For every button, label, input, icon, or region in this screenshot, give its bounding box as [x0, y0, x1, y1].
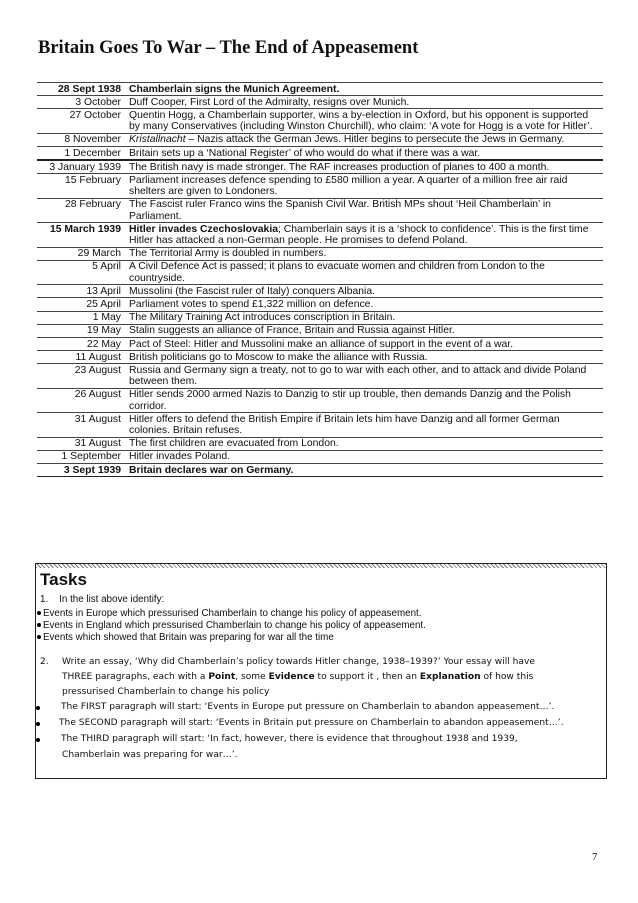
timeline-date: 1 May: [37, 311, 125, 324]
timeline-event: The first children are evacuated from London.: [125, 437, 603, 450]
timeline-date: 25 April: [37, 298, 125, 311]
paragraph-bullet-second: The SECOND paragraph will start: ‘Events in Britain put pressure on Chamberlain to abandon appeasement…’.: [59, 716, 564, 731]
timeline-row: [37, 260, 603, 284]
timeline-date: 8 November: [37, 133, 125, 146]
timeline-date: 11 August: [37, 351, 125, 364]
timeline-row: [37, 223, 603, 247]
keyword-evidence: Evidence: [268, 672, 315, 682]
timeline-event: British politicians go to Moscow to make the alliance with Russia.: [125, 351, 603, 364]
bullet-icon: [36, 722, 40, 726]
timeline-event: Russia and Germany sign a treaty, not to go to war with each other, and to attack and divide Poland between them.: [125, 364, 603, 388]
bullet-icon: [37, 611, 41, 615]
task-2-line-1: Write an essay, ‘Why did Chamberlain’s policy towards Hitler change, 1938–1939?’ Your essay will have: [62, 657, 535, 667]
timeline-row: [37, 338, 603, 351]
timeline-date: 29 March: [37, 247, 125, 260]
page-number: 7: [592, 851, 598, 863]
timeline-table: [37, 82, 603, 477]
timeline-date: 19 May: [37, 324, 125, 337]
task-2-line-2: THREE paragraphs, each with a Point, some Evidence to support it , then an Explanation of how this: [62, 672, 534, 682]
timeline-row: [37, 247, 603, 260]
timeline-date: 3 Sept 1939: [37, 464, 125, 477]
timeline-event: Duff Cooper, First Lord of the Admiralty, resigns over Munich.: [125, 96, 603, 109]
timeline-event: Hitler offers to defend the British Empire if Britain lets him have Danzig and all former German colonies. Britain refuses.: [125, 413, 603, 437]
timeline-date: 15 February: [37, 174, 125, 198]
timeline-event: Britain declares war on Germany.: [125, 464, 603, 477]
timeline-date: 26 August: [37, 388, 125, 412]
paragraph-third-continued: Chamberlain was preparing for war…’.: [62, 750, 238, 760]
timeline-date: 5 April: [37, 260, 125, 284]
timeline-row: [37, 285, 603, 298]
timeline-event: Chamberlain signs the Munich Agreement.: [125, 83, 603, 96]
tasks-box: [35, 563, 607, 779]
timeline-date: 23 August: [37, 364, 125, 388]
timeline-event: Hitler invades Czechoslovakia; Chamberlain says it is a ‘shock to confidence’. This is the first time Hitler has attacked a non-German people. He promises to defend Poland.: [125, 223, 603, 247]
timeline-date: 27 October: [37, 109, 125, 133]
task-1-text: In the list above identify:: [59, 594, 165, 605]
timeline-row: [37, 133, 603, 146]
timeline-date: 3 January 1939: [37, 160, 125, 174]
timeline-event: A Civil Defence Act is passed; it plans to evacuate women and children from London to the countryside.: [125, 260, 603, 284]
timeline-event: Quentin Hogg, a Chamberlain supporter, wins a by-election in Oxford, but his opponent is supported by many Conservatives (including Winston Churchill), who claim: ‘A vote for Hogg is a vote for Hitler’.: [125, 109, 603, 133]
timeline-event: Kristallnacht – Nazis attack the German Jews. Hitler begins to persecute the Jews in Germany.: [125, 133, 603, 146]
task-1-bullet: Events in England which pressurised Chamberlain to change his policy of appeasement.: [36, 620, 426, 631]
timeline-event: Britain sets up a ‘National Register’ of who would do what if there was a war.: [125, 147, 603, 161]
timeline-row: [37, 351, 603, 364]
task-1-bullet: Events in Europe which pressurised Chamberlain to change his policy of appeasement.: [36, 608, 421, 619]
timeline-event: Hitler invades Poland.: [125, 450, 603, 463]
timeline-event: Parliament increases defence spending to £580 million a year. A quarter of a million free air raid shelters are given to Londoners.: [125, 174, 603, 198]
timeline-event: The Territorial Army is doubled in numbers.: [125, 247, 603, 260]
task-2-line-3: pressurised Chamberlain to change his policy: [62, 687, 270, 697]
bullet-icon: [37, 623, 41, 627]
timeline-event: Parliament votes to spend £1,322 million on defence.: [125, 298, 603, 311]
task-1-intro: [40, 594, 164, 605]
keyword-point: Point: [208, 672, 236, 682]
timeline-date: 28 Sept 1938: [37, 83, 125, 96]
timeline-row: [37, 298, 603, 311]
keyword-explanation: Explanation: [419, 672, 481, 682]
task-2-number: 2.: [40, 657, 49, 667]
timeline-date: 1 September: [37, 450, 125, 463]
timeline-date: 15 March 1939: [37, 223, 125, 247]
timeline-row: [37, 83, 603, 96]
timeline-event: Stalin suggests an alliance of France, Britain and Russia against Hitler.: [125, 324, 603, 337]
timeline-event: Mussolini (the Fascist ruler of Italy) conquers Albania.: [125, 285, 603, 298]
paragraph-bullet-first: The FIRST paragraph will start: ‘Events in Europe put pressure on Chamberlain to abandon appeasement…’.: [61, 700, 554, 715]
timeline-date: 22 May: [37, 338, 125, 351]
timeline-date: 3 October: [37, 96, 125, 109]
timeline-event: The Military Training Act introduces conscription in Britain.: [125, 311, 603, 324]
timeline-row: [37, 450, 603, 463]
timeline-event: The British navy is made stronger. The RAF increases production of planes to 400 a month.: [125, 160, 603, 174]
bullet-icon: [36, 706, 40, 710]
timeline-row: [37, 364, 603, 388]
timeline-date: 1 December: [37, 147, 125, 161]
timeline-date: 31 August: [37, 413, 125, 437]
task-1-bullet: Events which showed that Britain was preparing for war all the time: [36, 632, 334, 643]
timeline-date: 13 April: [37, 285, 125, 298]
timeline-row: [37, 198, 603, 222]
timeline-row: [37, 174, 603, 198]
task-1-number: 1.: [40, 594, 49, 605]
page-title: Britain Goes To War – The End of Appeasement: [38, 38, 419, 58]
tasks-heading: Tasks: [40, 570, 87, 589]
timeline-row: [37, 464, 603, 477]
timeline-row: [37, 96, 603, 109]
timeline-row: [37, 160, 603, 174]
timeline-row: [37, 324, 603, 337]
bullet-icon: [36, 738, 40, 742]
timeline-date: 28 February: [37, 198, 125, 222]
paragraph-bullet-third: The THIRD paragraph will start: ‘In fact, however, there is evidence that throughout 1938 and 1939,: [61, 732, 518, 747]
timeline-event: Pact of Steel: Hitler and Mussolini make an alliance of support in the event of a war.: [125, 338, 603, 351]
timeline-row: [37, 109, 603, 133]
timeline-event: The Fascist ruler Franco wins the Spanish Civil War. British MPs shout ‘Heil Chamberlain’ in Parliament.: [125, 198, 603, 222]
timeline-row: [37, 388, 603, 412]
timeline-row: [37, 311, 603, 324]
timeline-event: Hitler sends 2000 armed Nazis to Danzig to stir up trouble, then demands Danzig and the Polish corridor.: [125, 388, 603, 412]
timeline-row: [37, 413, 603, 437]
timeline-date: 31 August: [37, 437, 125, 450]
timeline-row: [37, 147, 603, 161]
timeline-row: [37, 437, 603, 450]
bullet-icon: [37, 635, 41, 639]
